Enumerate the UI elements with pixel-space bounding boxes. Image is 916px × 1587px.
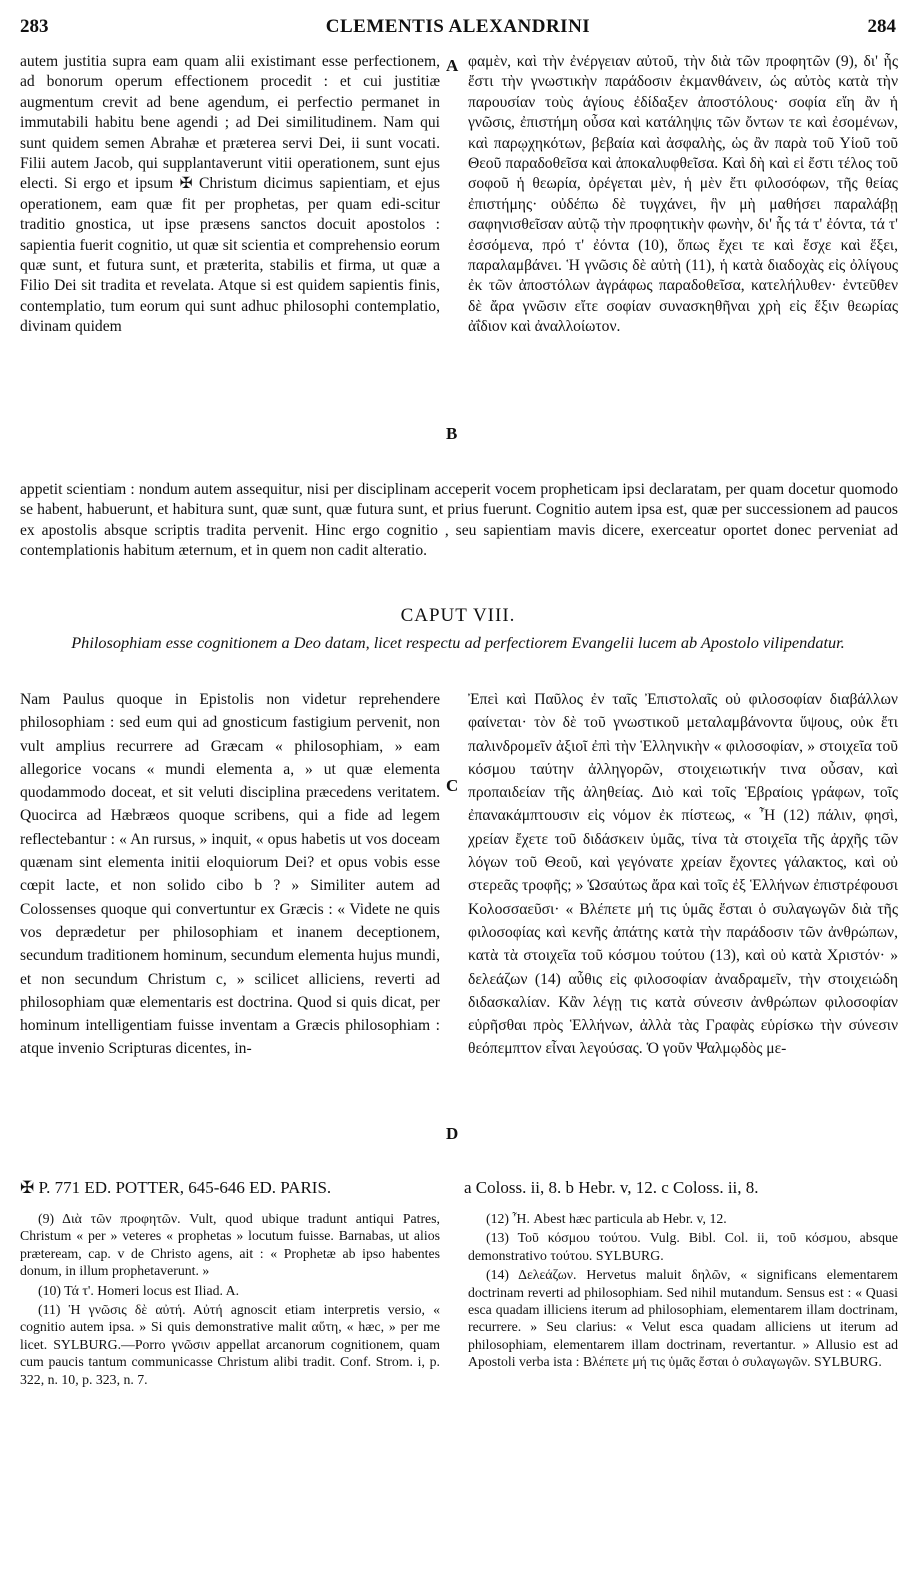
footnote: (12) Ἦ. Abest hæc particula ab Hebr. v, 12. [486,1211,727,1226]
margin-marker-c: C [446,776,459,795]
edition-reference: ✠ P. 771 ED. POTTER, 645-646 ED. PARIS. [20,1178,332,1197]
latin-column-middle: Nam Paulus quoque in Epistolis non videtur reprehendere philosophiam : sed eum qui ad gnosticum fastigium pervenit, non vult amplius recurrere ad Græcam « philosophiam, » eam allegorice vocans « mundi elementa a, » ut quæ elementa quodammodo doceat, et sit veluti disciplina præcedens veritatem. Quocirca ad Hæbræos quoque scribens, qui a fide ad legem reflectebantur : « An rursus, » inquit, « opus habetis ut vos doceam quænam sint elementa initii eloquiorum Dei? et opus vobis esse cœpit lacte, et non solido cibo b ? » Similiter autem ad Colossenses quoque qui convertuntur ex Græcis : « Videte ne quis vos deprædetur per philosophiam et inanem deceptionem, secundum traditionem hominum, secundum elementa hujus mundi, et non secundum Christum c, » scilicet alliciens, reverti ad philosophiam quæ elementaris est doctrina. Quod si quis dicat, per hominum intelligentiam fuisse inventam a Græcis philosophiam : atque invenio Scripturas dicentes, in- [20,691,440,1058]
chapter-subtitle: Philosophiam esse cognitionem a Deo datam, licet respectu ad perfectiorem Evangelii lucem ab Apostolo vilipendatur. [71,633,845,652]
footnotes-right [468,1210,898,1373]
footnote: (9) Διὰ τῶν προφητῶν. Vult, quod ubique tradunt antiqui Patres, Christum « per » veteres « prophetas » locutum fuisse. Barnabas, ut alios præteream, cap. v de Christo agens, ait : « Prophetæ ab ipso habentes donum, in illum prophetaverunt. » [20,1211,440,1279]
running-title: CLEMENTIS ALEXANDRINI [325,16,591,37]
chapter-title: CAPUT VIII. [400,605,516,626]
latin-continuation: appetit scientiam : nondum autem assequitur, nisi per disciplinam acceperit vocem propheticam ipsi declaratam, per quam docetur quomodo se habent, habuerunt, et habitura sunt, quæ sunt, quæ futura sunt, et prius fuerunt. Cognitio autem ipsa est, quæ per successionem ad paucos ex apostolis absque scriptis tradita pervenit. Hinc ergo cognitio , seu sapientiam mavis dicere, exerceatur oportet donec perveniat ad contemplationis habitum æternum, et in quem non cadit alteratio. [20,481,898,560]
footnote: (10) Τά τ'. Homeri locus est Iliad. A. [38,1282,240,1298]
footnote: (14) Δελεάζων. Hervetus maluit δηλῶν, « significans elementarem doctrinam reverti ad philosophiam. Sed nihil mutandum. Sensus est : « Quasi esca quadam illiciens iterum ad philosophiam, elementarem illam doctrinam, recurrere. » Seu clarius: « Velut esca quadam alliciens ut iterum ad philosophiam, elementarem illam doctrinam, revertantur. » Allusio est ad Apostoli verba ista : Βλέπετε μή τις ὑμᾶς ἔσται ὁ συλαγωγῶν. SYLBURG. [468,1267,898,1370]
margin-marker-b: B [446,424,458,443]
footnote: (13) Τοῦ κόσμου τούτου. Vulg. Bibl. Col. ii, τοῦ κόσμου, absque demonstrativo τούτου. SYLBURG. [468,1230,898,1263]
margin-marker-d: D [446,1124,459,1143]
footnotes-left [20,1210,440,1390]
margin-marker-a: A [446,56,459,75]
page-number-right: 284 [867,16,896,37]
greek-column-middle: Ἐπεὶ καὶ Παῦλος ἐν ταῖς Ἐπιστολαῖς οὐ φιλοσοφίαν διαβάλλων φαίνεται· τὸν δὲ τοῦ γνωστικοῦ μεταλαμβάνοντα ὕψους, οὐκ ἔτι παλινδρομεῖν ἀξιοῖ ἐπὶ τὴν Ἑλληνικὴν « φιλοσοφίαν, » στοιχεῖα τοῦ κόσμου ταύτην ἀλληγορῶν, στοιχειωτικήν τινα οὖσαν, καὶ προπαιδείαν τῆς ἀληθείας. Διὸ καὶ τοῖς Ἑβραίοις γράφων, τοῖς ἐπανακάμπτουσιν εἰς νόμον ἐκ πίστεως, « Ἦ (12) πάλιν, φησὶ, χρείαν ἔχετε τοῦ διδάσκειν ὑμᾶς, τίνα τὰ στοιχεῖα τῆς ἀρχῆς τῶν λόγων τοῦ Θεοῦ, καὶ γεγόνατε χρείαν ἔχοντες γάλακτος, καὶ οὐ στερεᾶς τροφῆς; » Ὡσαύτως ἄρα καὶ τοῖς ἐξ Ἑλλήνων ἐπιστρέφουσι Κολοσσαεῦσι· « Βλέπετε μή τις ὑμᾶς ἔσται ὁ συλαγωγῶν διὰ τῆς φιλοσοφίας καὶ κενῆς ἀπάτης κατὰ τὴν παράδοσιν τῶν ἀνθρώπων, κατὰ τὰ στοιχεῖα τοῦ κόσμου τούτου (13), καὶ οὐ κατὰ Χριστόν· » δελεάζων (14) αὖθις εἰς φιλοσοφίαν ἀναδραμεῖν, τὴν στοιχειώδη διδασκαλίαν. Κἂν λέγῃ τις κατὰ σύνεσιν ἀνθρώπων φιλοσοφίαν εὑρῆσθαι πρὸς Ἑλλήνων, ἀλλὰ τὰς Γραφὰς εὑρίσκω τὴν σύνεσιν θεόπεμπτον εἶναι λεγούσας. Ὁ γοῦν Ψαλμῳδὸς με- [468,691,898,1058]
scripture-references: a Coloss. ii, 8. b Hebr. v, 12. c Coloss. ii, 8. [464,1178,759,1197]
greek-column-top: φαμὲν, καὶ τὴν ἐνέργειαν αὐτοῦ, τὴν διὰ τῶν προφητῶν (9), δι' ἧς ἔστι τὴν γνωστικὴν παράδοσιν ἐκμανθάνειν, ὡς αὐτὸς κατὰ τὴν παρουσίαν τοὺς ἁγίους ἐδίδαξεν ἀποστόλους· σοφία εἴη ἂν ἡ γνῶσις, ἐπιστήμη οὖσα καὶ κατάληψις τῶν ὄντων τε καὶ ἐσομένων, καὶ παρῳχηκότων, βεβαία καὶ ἀσφαλὴς, ὡς ἂν παρὰ τοῦ Υἱοῦ τοῦ Θεοῦ παραδοθεῖσα καὶ ἀποκαλυφθεῖσα. Καὶ δὴ καὶ εἰ ἔστι τέλος τοῦ σοφοῦ ἡ θεωρία, ὀρέγεται μὲν, ἡ μὲν ἔτι φιλοσόφων, τῆς θείας ἐπιστήμης· οὐδέπω δὲ τυγχάνει, ἣν μὴ μαθήσει παραλάβῃ σαφηνισθεῖσαν αὐτῷ τὴν προφητικὴν φωνὴν, δι' ἧς τά τ' ἐόντα, τά τ' ἐσσόμενα, πρό τ' ἐόντα (10), ὅπως ἔχει τε καὶ ἔσχε καὶ ἕξει, παραλαμβάνει. Ἡ γνῶσις δὲ αὐτὴ (11), ἡ κατὰ διαδοχὰς εἰς ὀλίγους ἐκ τῶν ἀποστόλων ἀγράφως παραδοθεῖσα, κατελήλυθεν· ἐντεῦθεν δὲ ἄρα γνῶσιν εἴτε σοφίαν συνασκηθῆναι χρὴ εἰς ἕξιν θεωρίας ἀΐδιον καὶ ἀναλλοίωτον. [468,53,898,336]
footnote: (11) Ἡ γνῶσις δὲ αὐτή. Αὐτή agnoscit etiam interpretis versio, « cognitio autem ipsa. » Si quis demonstrative malit αὕτη, « hæc, » per me licet. SYLBURG.—Porro γνῶσιν appellat arcanorum cognitionem, quam cum paucis tantum communicasse Christum alibi tradit. Conf. Strom. i, p. 322, n. 10, p. 323, n. 7. [20,1302,440,1387]
page-number-left: 283 [20,16,49,37]
latin-column-top: autem justitia supra eam quam alii existimant esse perfectionem, ad bonorum operum effectionem procedit : et cui justitiæ augmentum crevit ad bene agendum, ei perfectio permanet in immutabili habitu bene agendi ; ad Dei similitudinem. Nam qui sunt quidem semen Abrahæ et præterea servi Dei, ii sunt vocati. Filii autem Jacob, qui supplantaverunt vitii operationem, sunt ejus electi. Si ergo et ipsum ✠ Christum dicimus sapientiam, et ejus operationem, eam quæ fit per prophetas, per quam edi-scitur traditio gnostica, ut ipse præsens sanctos docuit apostolos : sapientia fuerit cognitio, ut quæ sit scientia et comprehensio eorum quæ sunt, et futura sunt, et præterita, stabilis et firma, ut quæ a Filio Dei sit tradita et revelata. Atque si est quidem sapientis finis, contemplatio, tum eorum qui sunt adhuc philosophi contemplatio, divinam quidem [20,53,440,336]
running-header [20,16,896,48]
